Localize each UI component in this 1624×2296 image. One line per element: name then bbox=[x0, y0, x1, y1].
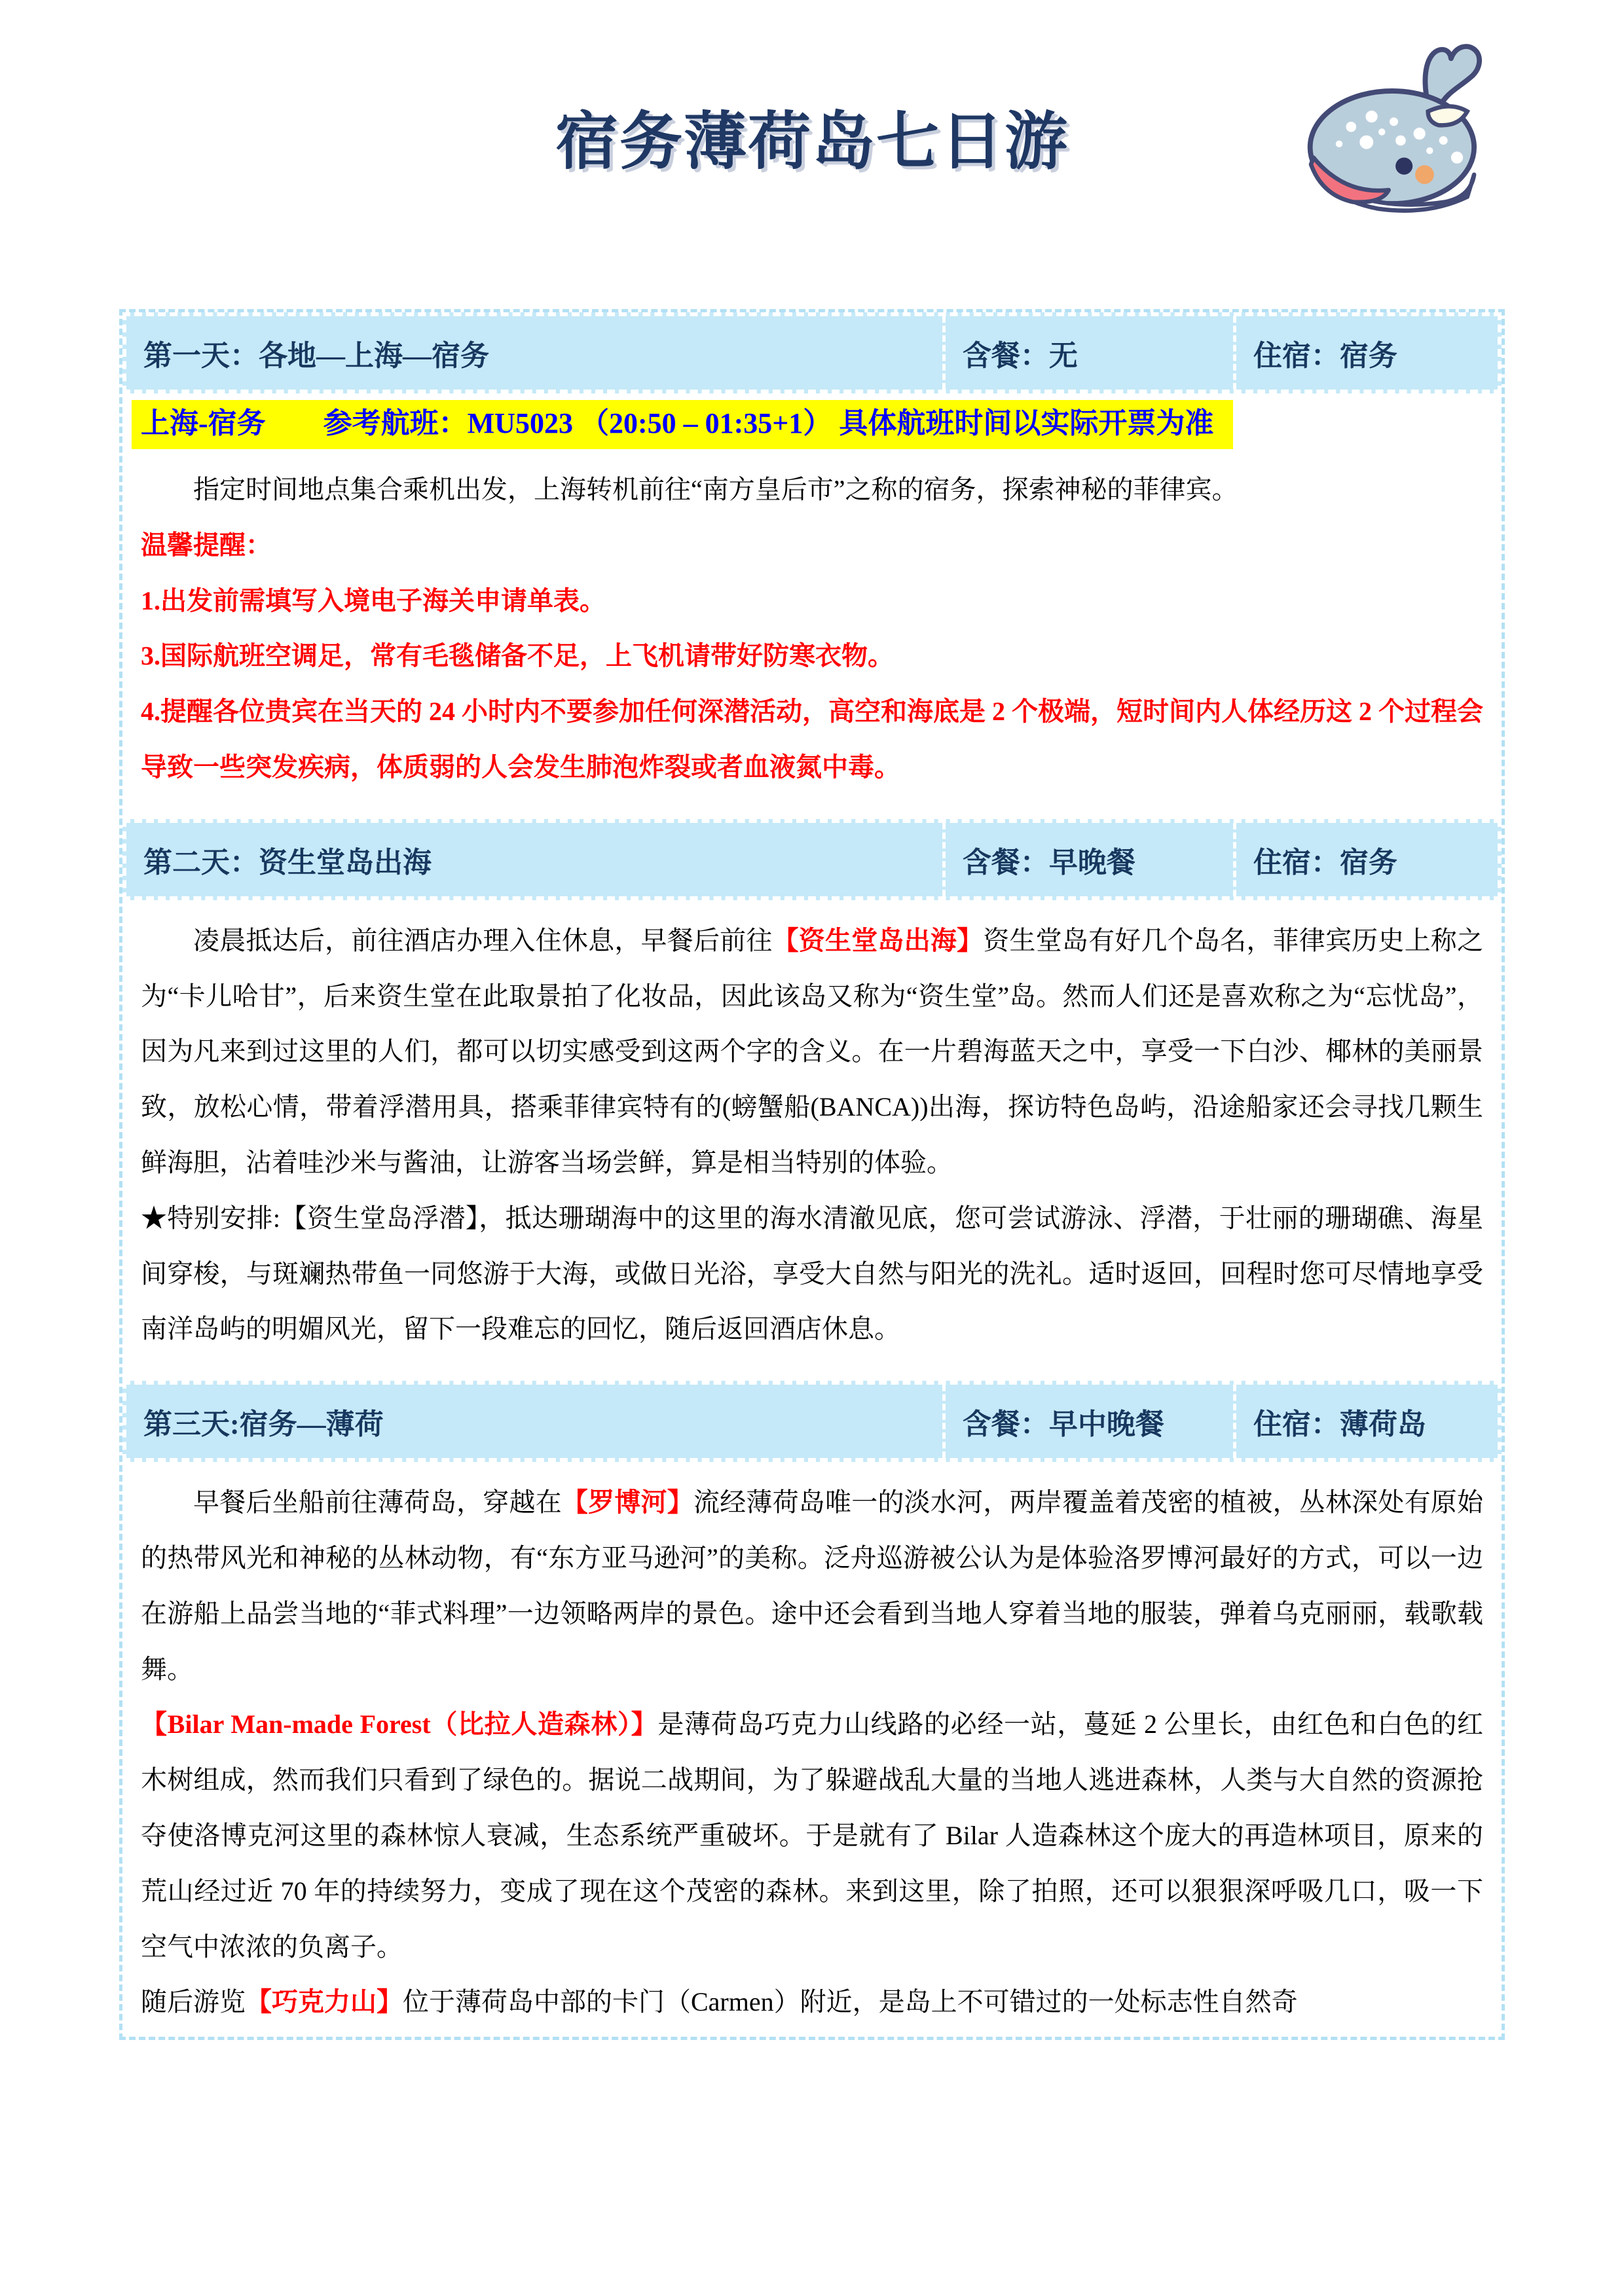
day3-section bbox=[122, 1381, 1502, 2037]
day3-p3-pre: 随后游览 bbox=[141, 1987, 246, 2017]
day1-meals: 含餐：无 bbox=[942, 316, 1233, 390]
day2-special-text: ，抵达珊瑚海中的这里的海水清澈见底，您可尝试游泳、浮潜，于壮丽的珊瑚礁、海星间穿梭，与斑斓热带鱼一同悠游于大海，或做日光浴，享受大自然与阳光的洗礼。适时返回，回程时您可尽情地享受南洋岛屿的明媚风光，留下一段难忘的回忆，随后返回酒店休息。 bbox=[141, 1203, 1483, 1344]
day2-p1-highlight: 【资生堂岛出海】 bbox=[772, 925, 984, 955]
day1-header-row bbox=[122, 312, 1502, 393]
flight-route: 上海-宿务 bbox=[141, 407, 266, 439]
day3-p1-highlight: 【罗博河】 bbox=[561, 1487, 693, 1518]
day3-p3-post: 位于薄荷岛中部的卡门（Carmen）附近，是岛上不可错过的一处标志性自然奇 bbox=[403, 1987, 1298, 2017]
day1-section bbox=[122, 312, 1502, 802]
flight-details: 参考航班：MU5023 （20:50 – 01:35+1） 具体航班时间以实际开票为准 bbox=[323, 407, 1214, 439]
day2-special-label: ★特别安排:【资生堂岛浮潜】 bbox=[141, 1203, 479, 1233]
day3-p1-post: 流经薄荷岛唯一的淡水河，两岸覆盖着茂密的植被，丛林深处有原始的热带风光和神秘的丛林动物，有“东方亚马逊河”的美称。泛舟巡游被公认为是体验洛罗博河最好的方式，可以一边在游船上品尝当地的“菲式料理”一边领略两岸的景色。途中还会看到当地人穿着当地的服装，弹着乌克丽丽，载歌载舞。 bbox=[141, 1487, 1484, 1684]
day3-p2-post: 是薄荷岛巧克力山线路的必经一站，蔓延 2 公里长，由红色和白色的红木树组成，然而我们只看到了绿色的。据说二战期间，为了躲避战乱大量的当地人逃进森林，人类与大自然的资源抢夺使洛博克河这里的森林惊人衰减，生态系统严重破坏。于是就有了 Bilar 人造森林这个庞大的再造林项目，原来的荒山经过近 70 年的持续努力，变成了现在这个茂密的森林。来到这里，除了拍照，还可以狠狠深呼吸几口，吸一下空气中浓浓的负离子。 bbox=[141, 1709, 1483, 1961]
itinerary-box bbox=[119, 309, 1505, 2040]
day3-body bbox=[122, 1462, 1502, 2037]
day2-paragraph-1 bbox=[141, 913, 1483, 1191]
flight-info-line bbox=[132, 400, 1502, 449]
day2-hotel: 住宿：宿务 bbox=[1233, 823, 1498, 896]
day3-paragraph-1 bbox=[141, 1475, 1483, 1697]
whale-shark-icon bbox=[1300, 26, 1496, 229]
day1-title: 第一天：各地—上海—宿务 bbox=[143, 340, 489, 372]
day3-p3-highlight: 【巧克力山】 bbox=[246, 1987, 403, 2017]
day3-p1-pre: 早餐后坐船前往薄荷岛，穿越在 bbox=[193, 1487, 562, 1518]
day3-hotel: 住宿：薄荷岛 bbox=[1233, 1385, 1498, 1458]
day3-p2-highlight: 【Bilar Man-made Forest（比拉人造森林）】 bbox=[141, 1709, 658, 1740]
day2-p1-post: 资生堂岛有好几个岛名，菲律宾历史上称之为“卡儿哈甘”，后来资生堂在此取景拍了化妆品，因此该岛又称为“资生堂”岛。然而人们还是喜欢称之为“忘忧岛”，因为凡来到过这里的人们，都可以切实感受到这两个字的含义。在一片碧海蓝天之中，享受一下白沙、椰林的美丽景致，放松心情，带着浮潜用具，搭乘菲律宾特有的(螃蟹船(BANCA))出海，探访特色岛屿，沿途船家还会寻找几颗生鲜海胆，沾着哇沙米与酱油，让游客当场尝鲜，算是相当特别的体验。 bbox=[141, 925, 1484, 1177]
day1-tip-1: 1.出发前需填写入境电子海关申请单表。 bbox=[141, 585, 606, 615]
day1-body bbox=[122, 449, 1502, 802]
day1-tip-3: 3.国际航班空调足，常有毛毯储备不足，上飞机请带好防寒衣物。 bbox=[141, 641, 894, 671]
day3-paragraph-2 bbox=[141, 1697, 1483, 1975]
day2-title: 第二天：资生堂岛出海 bbox=[143, 846, 432, 879]
day2-header-row bbox=[122, 819, 1502, 900]
day2-section bbox=[122, 819, 1502, 1364]
day2-p1-pre: 凌晨抵达后，前往酒店办理入住休息，早餐后前往 bbox=[193, 925, 773, 955]
flight-highlight bbox=[132, 400, 1233, 449]
day3-paragraph-3 bbox=[141, 1975, 1483, 2030]
day1-intro-paragraph: 指定时间地点集合乘机出发，上海转机前往“南方皇后市”之称的宿务，探索神秘的菲律宾。 bbox=[193, 475, 1238, 504]
page-title: 宿务薄荷岛七日游 bbox=[555, 107, 1069, 177]
day2-special-paragraph bbox=[141, 1191, 1483, 1357]
day3-meals: 含餐：早中晚餐 bbox=[942, 1385, 1233, 1458]
day2-body bbox=[122, 900, 1502, 1364]
day3-header-row bbox=[122, 1381, 1502, 1462]
day2-meals: 含餐：早晚餐 bbox=[942, 823, 1233, 896]
day1-tip-4: 4.提醒各位贵宾在当天的 24 小时内不要参加任何深潜活动，高空和海底是 2 个极端，短时间内人体经历这 2 个过程会导致一些突发疾病，体质弱的人会发生肺泡炸裂或者血液氮中毒。 bbox=[141, 697, 1483, 782]
day1-tips-title: 温馨提醒： bbox=[141, 530, 272, 560]
day1-hotel: 住宿：宿务 bbox=[1233, 316, 1498, 390]
day3-title: 第三天:宿务—薄荷 bbox=[143, 1408, 384, 1441]
